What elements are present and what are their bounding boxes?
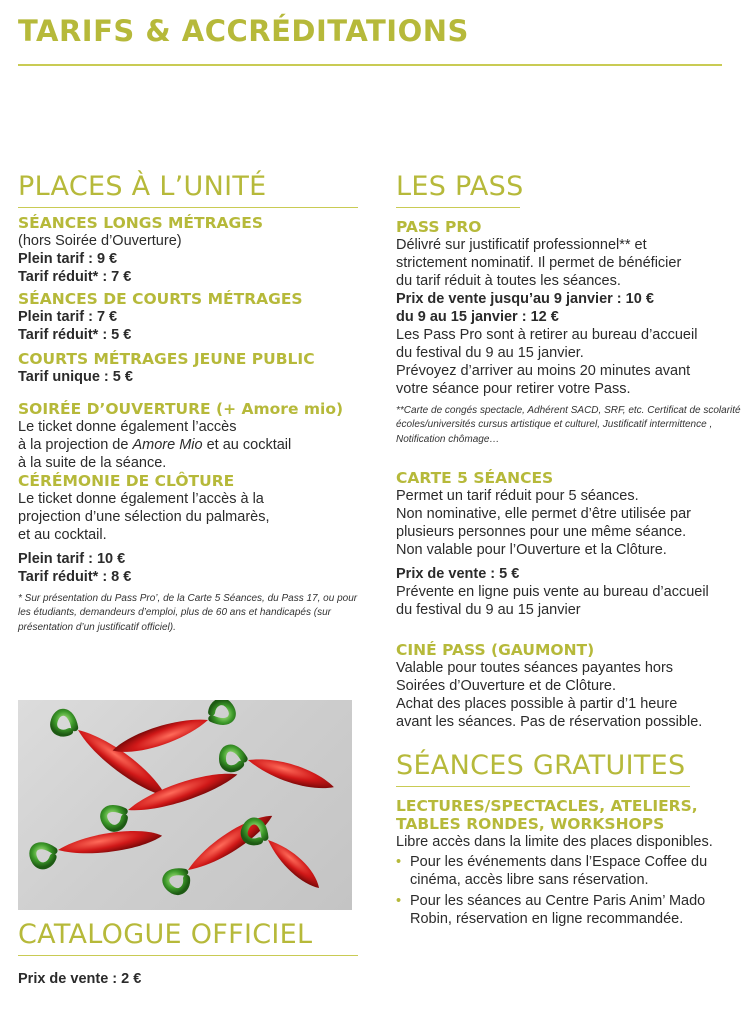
film-title: Amore Mio bbox=[132, 436, 203, 453]
reduced-rate-footnote: * Sur présentation du Pass Pro’, de la Carte 5 Séances, du Pass 17, ou pour les étudiants, demandeurs d’emploi, plus de 60 ans et handicapés (sur présentation d’un justificatif officiel). bbox=[18, 592, 358, 633]
passpro-line7: votre séance pour retirer votre Pass. bbox=[396, 380, 631, 397]
left-column bbox=[18, 170, 358, 635]
places-divider bbox=[18, 207, 358, 208]
carte-line2: Non nominative, elle permet d’être utilisée par bbox=[396, 506, 691, 523]
catalogue-prix: Prix de vente : 2 € bbox=[18, 970, 142, 987]
carte-title: CARTE 5 SÉANCES bbox=[396, 469, 554, 488]
bullet-dot-icon: • bbox=[396, 893, 402, 909]
gratuites-heading: SÉANCES GRATUITES bbox=[396, 750, 686, 782]
catalogue-heading: CATALOGUE OFFICIEL bbox=[18, 919, 313, 950]
cloture-line1: Le ticket donne également l’accès à la bbox=[18, 490, 264, 507]
places-heading: PLACES À L’UNITÉ bbox=[18, 171, 267, 202]
right-column bbox=[396, 170, 746, 931]
cloture-line3: et au cocktail. bbox=[18, 526, 107, 543]
gratuites-divider bbox=[396, 786, 690, 787]
longs-note: (hors Soirée d’Ouverture) bbox=[18, 232, 182, 249]
carte-line6: du festival du 9 au 15 janvier bbox=[396, 602, 581, 619]
bullet-dot-icon: • bbox=[396, 854, 402, 870]
catalogue-section bbox=[18, 918, 358, 988]
courts-plein: Plein tarif : 7 € bbox=[18, 308, 118, 325]
cine-line1: Valable pour toutes séances payantes hors bbox=[396, 660, 674, 677]
passpro-title: PASS PRO bbox=[396, 217, 482, 236]
courts-title: SÉANCES DE COURTS MÉTRAGES bbox=[18, 289, 303, 308]
cine-line2: Soirées d’Ouverture et de Clôture. bbox=[396, 678, 617, 695]
carte-prix: Prix de vente : 5 € bbox=[396, 566, 520, 583]
cloture-reduit: Tarif réduit* : 8 € bbox=[18, 568, 132, 585]
gratuites-title-line1: LECTURES/SPECTACLES, ATELIERS, bbox=[396, 797, 698, 815]
passpro-line5: du festival du 9 au 15 janvier. bbox=[396, 344, 584, 361]
cine-title: CINÉ PASS (GAUMONT) bbox=[396, 641, 595, 660]
gratuites-line1: Libre accès dans la limite des places disponibles. bbox=[396, 834, 713, 850]
ouverture-title: SOIRÉE D’OUVERTURE (+ Amore mio) bbox=[18, 399, 344, 418]
passpro-line2: strictement nominatif. Il permet de bénéficier bbox=[396, 254, 682, 271]
cine-line3: Achat des places possible à partir d’1 heure bbox=[396, 696, 678, 713]
longs-title: SÉANCES LONGS MÉTRAGES bbox=[18, 213, 263, 232]
pass-heading: LES PASS bbox=[396, 171, 524, 202]
longs-plein: Plein tarif : 9 € bbox=[18, 250, 118, 267]
carte-line4: Non valable pour l’Ouverture et la Clôture. bbox=[396, 542, 667, 559]
passpro-line1: Délivré sur justificatif professionnel** et bbox=[396, 236, 647, 253]
glass-chili-photo bbox=[18, 700, 352, 910]
gratuites-list bbox=[396, 853, 746, 928]
cloture-plein: Plein tarif : 10 € bbox=[18, 550, 126, 567]
page-title: TARIFS & ACCRÉDITATIONS bbox=[18, 14, 469, 48]
carte-line3: plusieurs personnes pour une même séance. bbox=[396, 524, 687, 541]
title-divider bbox=[18, 64, 722, 66]
list-item: • Pour les séances au Centre Paris Anim’ Mado Robin, réservation en ligne recommandée. bbox=[396, 893, 706, 927]
ouverture-line2: à la projection de Amore Mio et au cocktail bbox=[18, 436, 292, 453]
passpro-line4: Les Pass Pro sont à retirer au bureau d’accueil bbox=[396, 326, 698, 343]
passpro-line3: du tarif réduit à toutes les séances. bbox=[396, 272, 621, 289]
cine-line4: avant les séances. Pas de réservation possible. bbox=[396, 714, 703, 731]
passpro-footnote: **Carte de congés spectacle, Adhérent SACD, SRF, etc. Certificat de scolarité écoles/universités cursus artistique et culturel, Justificatif intermittence , Notification chômage… bbox=[396, 404, 741, 445]
chili-illustration bbox=[18, 700, 352, 910]
passpro-prix1: Prix de vente jusqu’au 9 janvier : 10 € bbox=[396, 290, 654, 307]
passpro-prix2: du 9 au 15 janvier : 12 € bbox=[396, 308, 559, 325]
ouverture-line3: à la suite de la séance. bbox=[18, 454, 167, 471]
jeune-tarif: Tarif unique : 5 € bbox=[18, 368, 133, 385]
passpro-line6: Prévoyez d’arriver au moins 20 minutes avant bbox=[396, 362, 691, 379]
carte-line1: Permet un tarif réduit pour 5 séances. bbox=[396, 488, 639, 505]
carte-line5: Prévente en ligne puis vente au bureau d’accueil bbox=[396, 584, 709, 601]
catalogue-divider bbox=[18, 955, 358, 956]
cloture-line2: projection d’une sélection du palmarès, bbox=[18, 508, 270, 525]
ouverture-line1: Le ticket donne également l’accès bbox=[18, 418, 237, 435]
list-item: • Pour les événements dans l’Espace Coffee du cinéma, accès libre sans réservation. bbox=[396, 854, 708, 888]
courts-reduit: Tarif réduit* : 5 € bbox=[18, 326, 132, 343]
cloture-title: CÉRÉMONIE DE CLÔTURE bbox=[18, 471, 235, 490]
gratuites-title-line2: TABLES RONDES, WORKSHOPS bbox=[396, 815, 665, 833]
pass-divider bbox=[396, 207, 520, 208]
longs-reduit: Tarif réduit* : 7 € bbox=[18, 268, 132, 285]
jeune-title: COURTS MÉTRAGES JEUNE PUBLIC bbox=[18, 349, 315, 368]
